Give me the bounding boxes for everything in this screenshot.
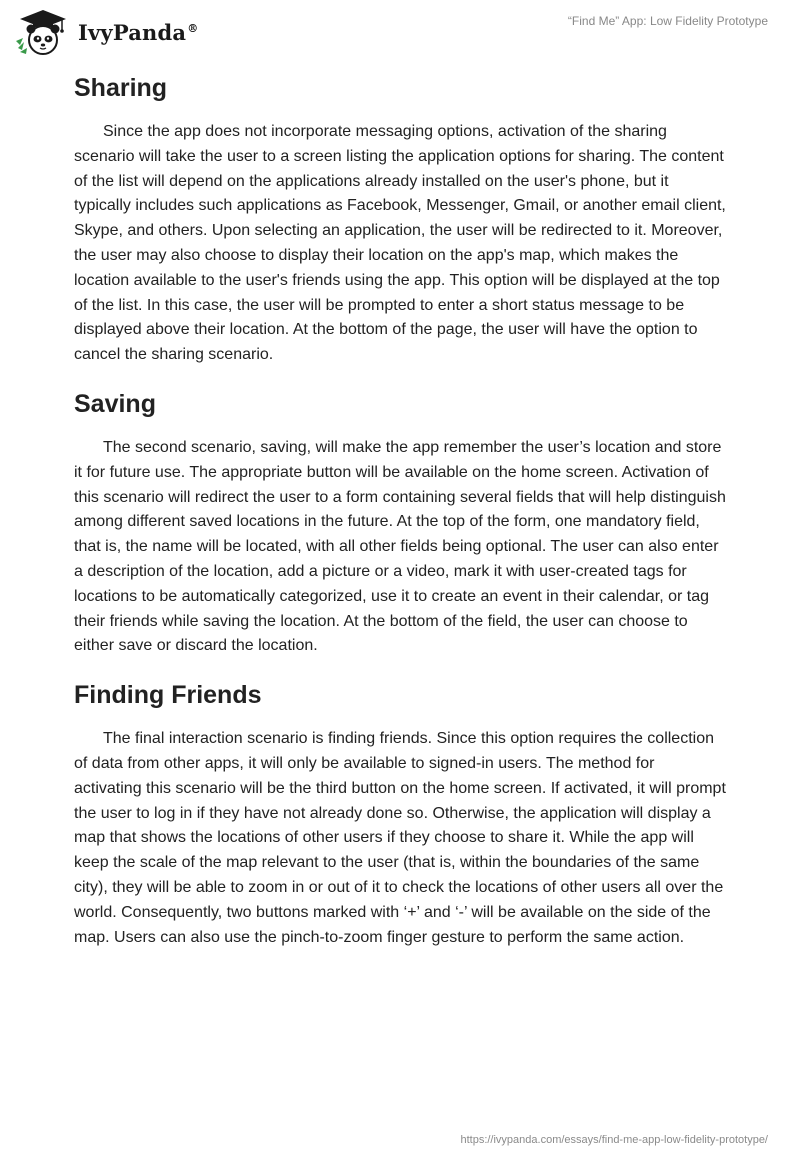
article-body bbox=[74, 70, 726, 968]
source-url-link[interactable]: https://ivypanda.com/essays/find-me-app-low-fidelity-prototype/ bbox=[460, 1134, 768, 1146]
section-heading: Finding Friends bbox=[74, 681, 262, 710]
section-sharing bbox=[74, 70, 726, 368]
section-finding-friends bbox=[74, 677, 726, 950]
section-heading: Sharing bbox=[74, 74, 168, 102]
ivypanda-logo-link[interactable] bbox=[14, 8, 198, 56]
document-title: “Find Me” App: Low Fidelity Prototype bbox=[567, 14, 768, 28]
section-paragraph: Since the app does not incorporate messaging options, activation of the sharing scenario will take the user to a screen listing the application options for sharing. The content of the list will depend on the applications already installed on the user's phone, but it typically includes such applications as Facebook, Messenger, Gmail, or another email client, Skype, and others. Upon selecting an application, the user will be redirected to it. Moreover, the user may also choose to display their location on the app's map, which makes the location available to the user's friends using the app. This option will be displayed at the top of the list. In this case, the user will be prompted to enter a short status message to be displayed above their location. At the bottom of the page, the user will have the option to cancel the sharing scenario. bbox=[74, 123, 726, 364]
section-heading: Saving bbox=[74, 389, 156, 418]
panda-graduate-logo-icon bbox=[14, 8, 72, 56]
section-paragraph: The second scenario, saving, will make the app remember the user’s location and store it for future use. The appropriate button will be available on the home screen. Activation of this scenario will redirect the user to a form containing several fields that will help distinguish among different saved locations in the future. At the top of the form, one mandatory field, that is, the name will be located, with all other fields being optional. The user can also enter a description of the location, add a picture or a video, mark it with user-created tags for locations to be automatically categorized, use it to create an event in their calendar, or tag their friends while saving the location. At the bottom of the field, the user can choose to either save or discard the location. bbox=[74, 438, 726, 655]
section-paragraph: The final interaction scenario is finding friends. Since this option requires the collection of data from other apps, it will only be available to signed-in users. The method for activating this scenario will be the third button on the home screen. If activated, it will prompt the user to log in if they have not already done so. Otherwise, the application will display a map that shows the locations of other users if they choose to share it. While the app will keep the scale of the map relevant to the user (that is, within the boundaries of the same city), they will be able to zoom in or out of it to check the locations of other users all over the world. Consequently, two buttons marked with ‘+’ and ‘-’ will be available on the side of the map. Users can also use the pinch-to-zoom finger gesture to perform the same action. bbox=[74, 730, 726, 946]
section-saving bbox=[74, 386, 726, 659]
page-header bbox=[0, 0, 800, 60]
brand-name: IvyPanda® bbox=[78, 19, 199, 45]
